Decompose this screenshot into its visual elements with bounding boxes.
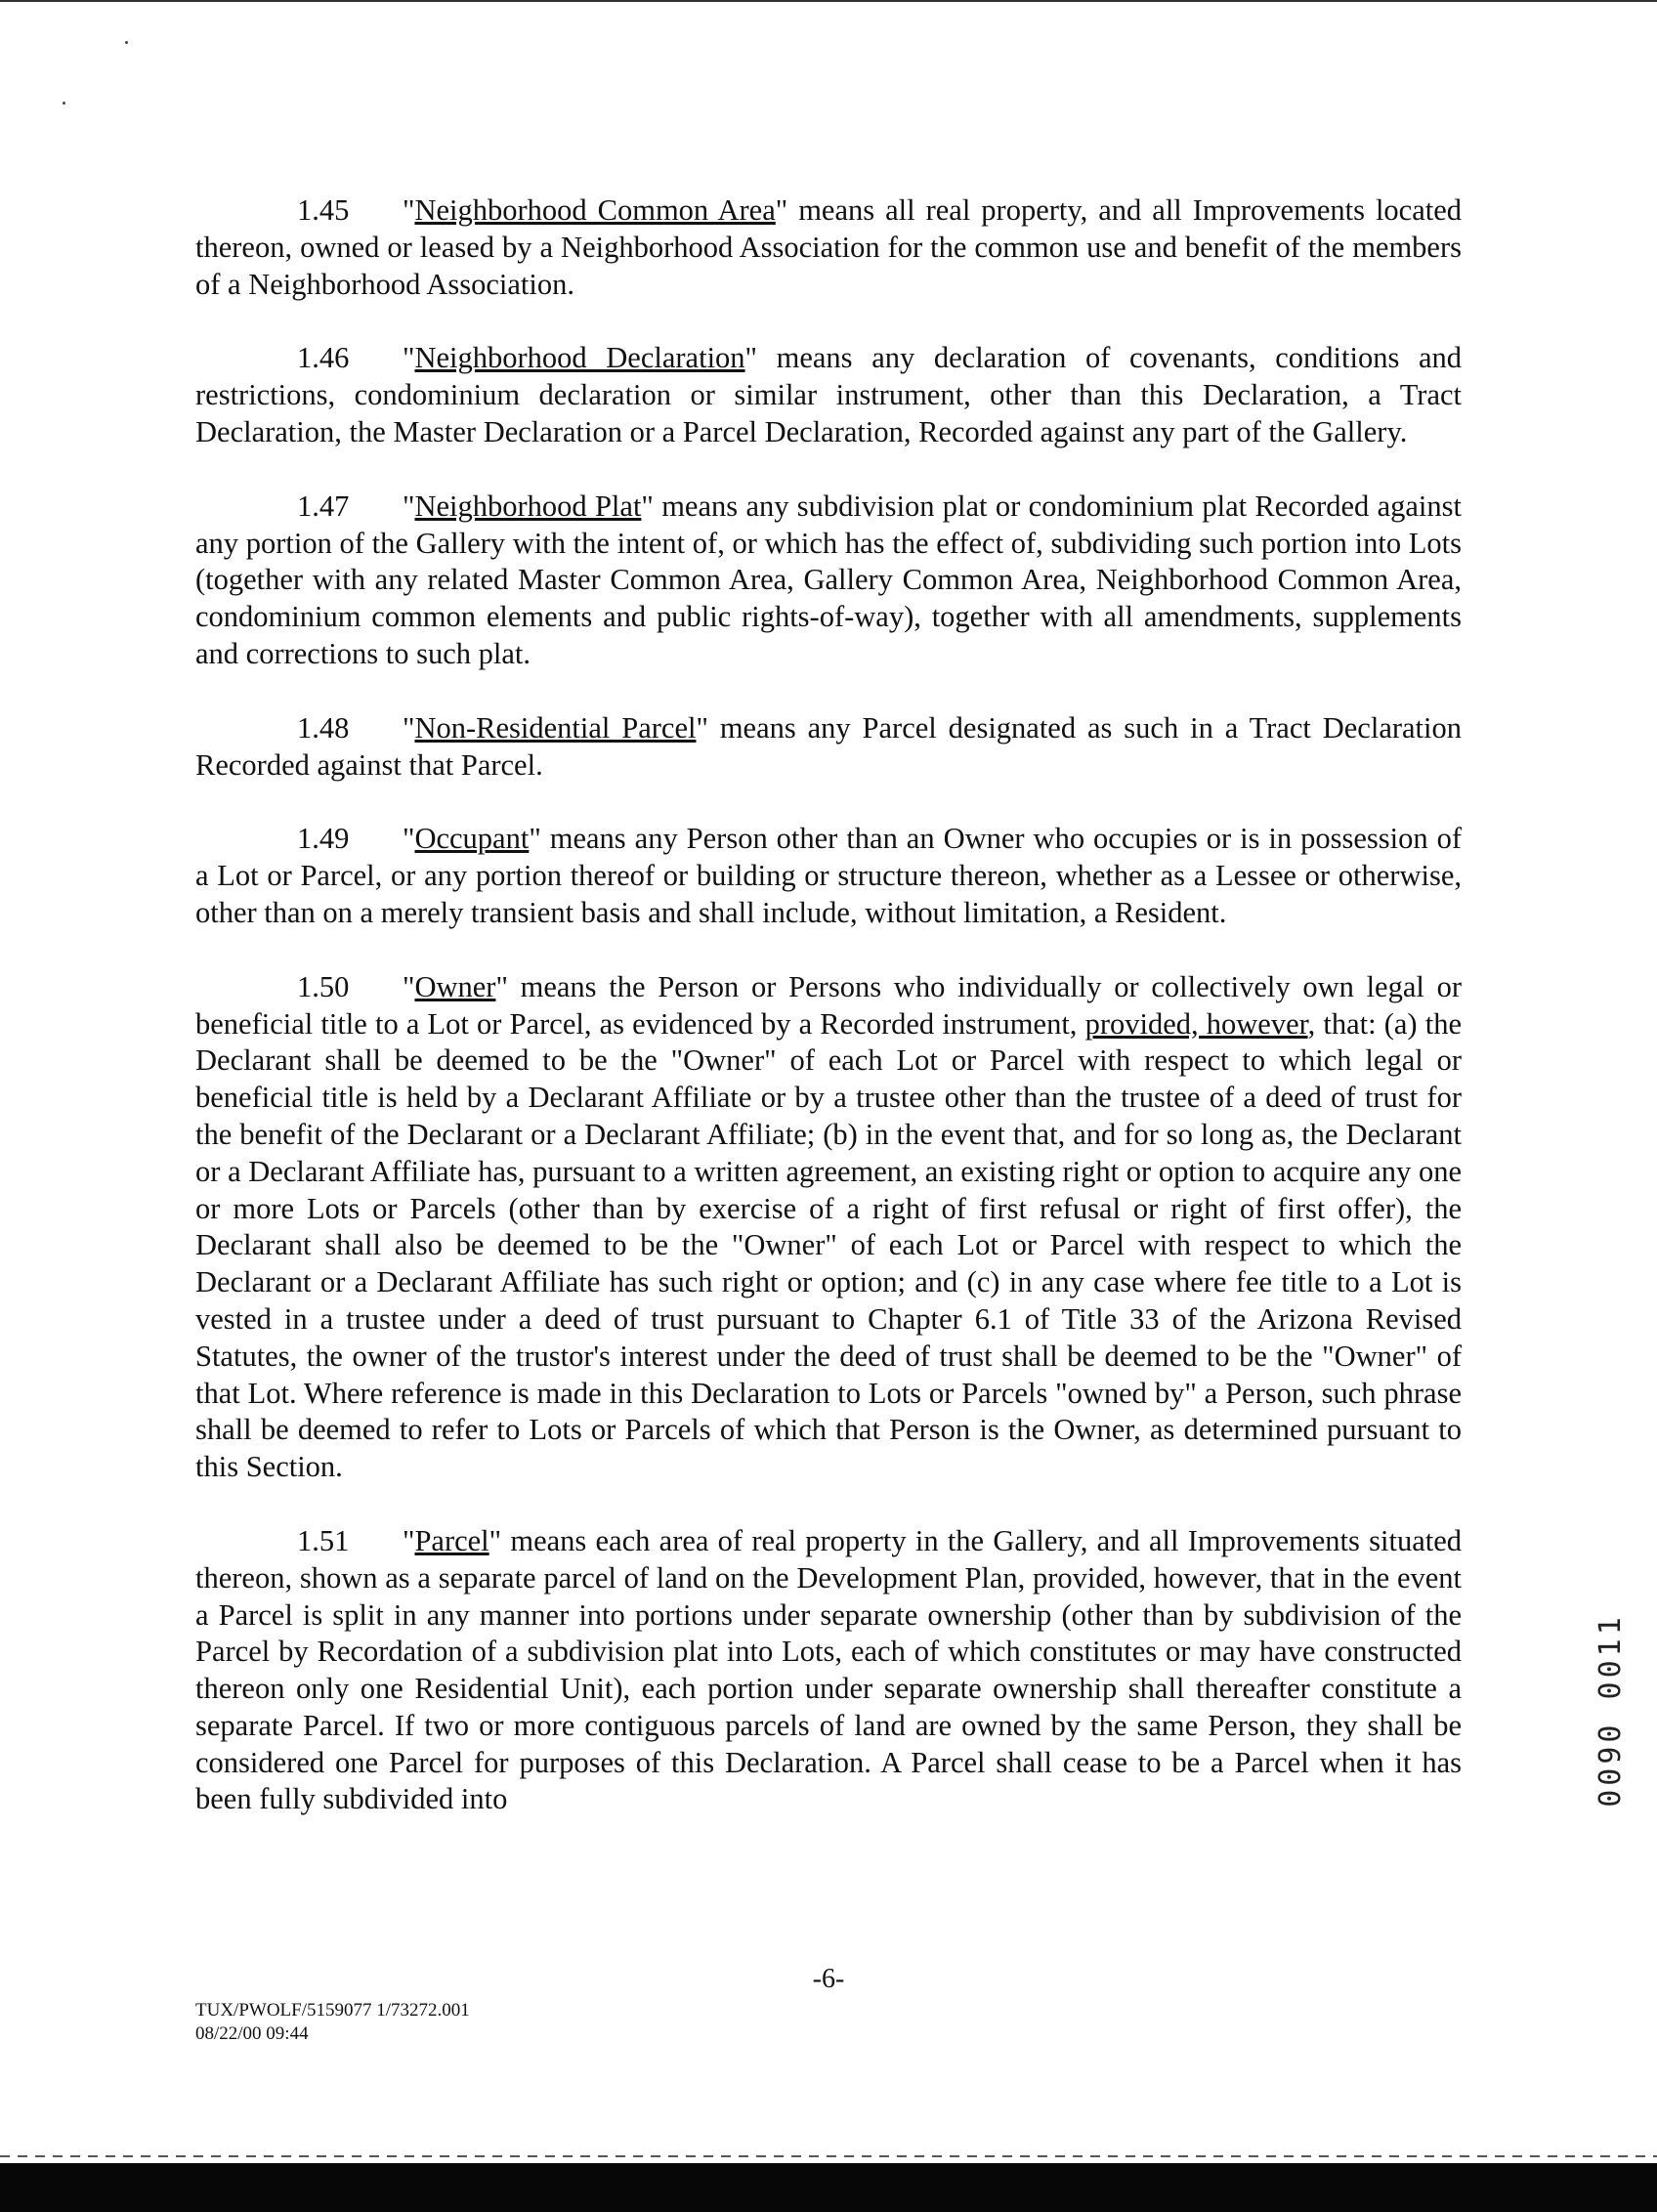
- section-number: 1.51: [297, 1523, 350, 1557]
- definition-text: means any declaration of covenants, conditions and restrictions, condominium declaration or similar instrument, other than this Declaration, a Tract Declaration, the Master Declaration or a Parcel Declaration, Recorded against any part of the Gallery.: [195, 341, 1462, 448]
- document-body: [195, 192, 1462, 1855]
- defined-term: Neighborhood Common Area: [414, 193, 776, 227]
- section-number: 1.48: [297, 710, 350, 744]
- definition-text-continued: , that: (a) the Declarant shall be deemed to be the "Owner" of each Lot or Parcel with respect to which legal or beneficial title is held by a Declarant Affiliate or by a trustee other than the trustee of a deed of trust for the benefit of the Declarant or a Declarant Affiliate; (b) in the event that, and for so long as, the Declarant or a Declarant Affiliate has, pursuant to a written agreement, an existing right or option to acquire any one or more Lots or Parcels (other than by exercise of a right of first refusal or right of first offer), the Declarant shall also be deemed to be the "Owner" of each Lot or Parcel with respect to which the Declarant or a Declarant Affiliate has such right or option; and (c) in any case where fee title to a Lot is vested in a trustee under a deed of trust pursuant to Chapter 6.1 of Title 33 of the Arizona Revised Statutes, the owner of the trustor's interest under the deed of trust shall be deemed to be the "Owner" of that Lot. Where reference is made in this Declaration to Lots or Parcels "owned by" a Person, such phrase shall be deemed to refer to Lots or Parcels of which that Person is the Owner, as determined pursuant to this Section.: [195, 1006, 1462, 1484]
- definition-text: means any Person other than an Owner who occupies or is in possession of a Lot or Parcel, or any portion thereof or building or structure thereon, whether as a Lessee or otherwise, other than on a merely transient basis and shall include, without limitation, a Resident.: [195, 822, 1462, 929]
- footer-doc-id: TUX/PWOLF/5159077 1/73272.001: [195, 2000, 470, 2021]
- defined-term: Neighborhood Plat: [414, 489, 642, 523]
- defined-term: Owner: [414, 969, 496, 1003]
- definition-1-45: 1.45 "Neighborhood Common Area" means all real property, and all Improvements located thereon, owned or leased by a Neighborhood Association for the common use and benefit of the members of a Neighborhood Association.: [195, 193, 1463, 301]
- definition-1-49: 1.49 "Occupant" means any Person other than an Owner who occupies or is in possession of a Lot or Parcel, or any portion thereof or building or structure thereon, whether as a Lessee or otherwise, other than on a merely transient basis and shall include, without limitation, a Resident.: [195, 822, 1462, 929]
- scan-bottom-dashes: [0, 2155, 1657, 2157]
- definition-1-48: 1.48 "Non-Residential Parcel" means any Parcel designated as such in a Tract Declaration Recorded against that Parcel.: [195, 710, 1463, 782]
- section-number: 1.45: [297, 193, 350, 227]
- definition-text: means the Person or Persons who individually or collectively own legal or beneficial title to a Lot or Parcel, as evidenced by a Recorded instrument,: [195, 969, 1462, 1041]
- section-number: 1.50: [297, 969, 350, 1003]
- footer-doc-id-block: [195, 1999, 470, 2046]
- section-number: 1.47: [297, 489, 350, 523]
- definition-text: means all real property, and all Improvements located thereon, owned or leased by a Neighborhood Association for the common use and benefit of the members of a Neighborhood Association.: [195, 193, 1463, 301]
- margin-stamp-text: 0090 0011: [1593, 1612, 1628, 1808]
- scan-speck: [63, 102, 65, 105]
- defined-term: Non-Residential Parcel: [414, 710, 697, 744]
- section-number: 1.49: [297, 822, 350, 856]
- definition-text: means any Parcel designated as such in a Tract Declaration Recorded against that Parcel.: [195, 710, 1463, 782]
- definition-1-46: 1.46 "Neighborhood Declaration" means any declaration of covenants, conditions and restrictions, condominium declaration or similar instrument, other than this Declaration, a Tract Declaration, the Master Declaration or a Parcel Declaration, Recorded against any part of the Gallery.: [195, 341, 1462, 448]
- defined-term: Neighborhood Declaration: [414, 341, 745, 375]
- definition-1-51: 1.51 "Parcel" means each area of real property in the Gallery, and all Improvements situated thereon, shown as a separate parcel of land on the Development Plan, provided, however, that in the event a Parcel is split in any manner into portions under separate ownership (other than by subdivision of the Parcel by Recordation of a subdivision plat into Lots, each of which constitutes or may have constructed thereon only one Residential Unit), each portion under separate ownership shall thereafter constitute a separate Parcel. If two or more contiguous parcels of land are owned by the same Person, they shall be considered one Parcel for purposes of this Declaration. A Parcel shall cease to be a Parcel when it has been fully subdivided into: [195, 1523, 1462, 1816]
- section-number: 1.46: [297, 341, 350, 375]
- defined-term: Occupant: [414, 822, 530, 856]
- definition-text: means any subdivision plat or condominium plat Recorded against any portion of the Gallery with the intent of, or which has the effect of, subdividing such portion into Lots (together with any related Master Common Area, Gallery Common Area, Neighborhood Common Area, condominium common elements and public rights-of-way), together with all amendments, supplements and corrections to such plat.: [195, 489, 1462, 670]
- defined-term: Parcel: [414, 1523, 489, 1557]
- definition-1-50: 1.50 "Owner" means the Person or Persons who individually or collectively own legal or beneficial title to a Lot or Parcel, as evidenced by a Recorded instrument, provided, however, that: (a) the Declarant shall be deemed to be the "Owner" of each Lot or Parcel with respect to which legal or beneficial title is held by a Declarant Affiliate or by a trustee other than the trustee of a deed of trust for the benefit of the Declarant or a Declarant Affiliate; (b) in the event that, and for so long as, the Declarant or a Declarant Affiliate has, pursuant to a written agreement, an existing right or option to acquire any one or more Lots or Parcels (other than by exercise of a right of first refusal or right of first offer), the Declarant shall also be deemed to be the "Owner" of each Lot or Parcel with respect to which the Declarant or a Declarant Affiliate has such right or option; and (c) in any case where fee title to a Lot is vested in a trustee under a deed of trust pursuant to Chapter 6.1 of Title 33 of the Arizona Revised Statutes, the owner of the trustor's interest under the deed of trust shall be deemed to be the "Owner" of that Lot. Where reference is made in this Declaration to Lots or Parcels "owned by" a Person, such phrase shall be deemed to refer to Lots or Parcels of which that Person is the Owner, as determined pursuant to this Section.: [195, 969, 1462, 1484]
- scan-bottom-edge: [0, 2163, 1657, 2212]
- definition-1-47: 1.47 "Neighborhood Plat" means any subdivision plat or condominium plat Recorded against any portion of the Gallery with the intent of, or which has the effect of, subdividing such portion into Lots (together with any related Master Common Area, Gallery Common Area, Neighborhood Common Area, condominium common elements and public rights-of-way), together with all amendments, supplements and corrections to such plat.: [195, 489, 1462, 670]
- footer-date-time: 08/22/00 09:44: [195, 2023, 309, 2044]
- margin-recording-stamp: [1591, 1544, 1630, 1876]
- page-number: -6-: [812, 1964, 845, 1994]
- scan-speck: [125, 41, 128, 44]
- definition-text: means each area of real property in the Gallery, and all Improvements situated thereon, shown as a separate parcel of land on the Development Plan, provided, however, that in the event a Parcel is split in any manner into portions under separate ownership (other than by subdivision of the Parcel by Recordation of a subdivision plat into Lots, each of which constitutes or may have constructed thereon only one Residential Unit), each portion under separate ownership shall thereafter constitute a separate Parcel. If two or more contiguous parcels of land are owned by the same Person, they shall be considered one Parcel for purposes of this Declaration. A Parcel shall cease to be a Parcel when it has been fully subdivided into: [195, 1523, 1462, 1816]
- provided-however-emphasis: provided, however: [1084, 1006, 1308, 1041]
- scan-top-edge: [0, 0, 1657, 2]
